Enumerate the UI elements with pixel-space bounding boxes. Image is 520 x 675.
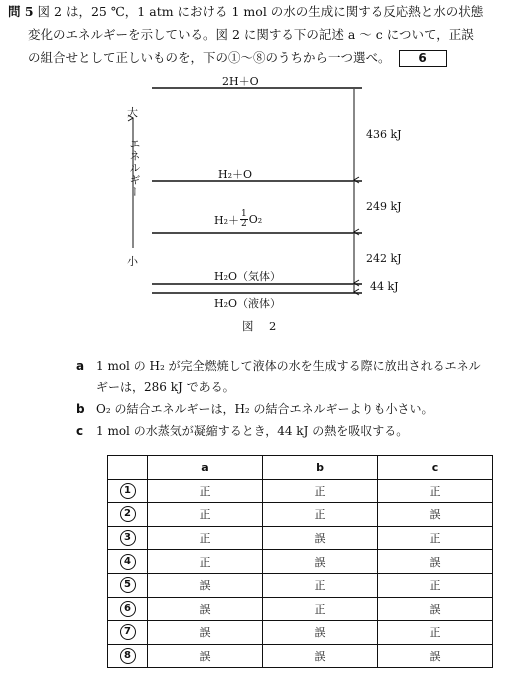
choice-number-1: 1 bbox=[120, 483, 136, 499]
level-label-h2-half-o2-tail: O₂ bbox=[248, 213, 263, 226]
table-cell: 正 bbox=[148, 479, 263, 503]
table-header-row bbox=[108, 456, 493, 480]
table-cell: 誤 bbox=[378, 503, 493, 527]
table-header-blank bbox=[108, 456, 148, 480]
table-cell: 誤 bbox=[378, 644, 493, 668]
choice-number-2: 2 bbox=[120, 506, 136, 522]
choice-number-4: 4 bbox=[120, 554, 136, 570]
table-cell: 誤 bbox=[378, 550, 493, 574]
gap-label-436: 436 kJ bbox=[366, 128, 402, 141]
table-cell: 誤 bbox=[148, 621, 263, 645]
table-cell: 正 bbox=[263, 573, 378, 597]
table-row bbox=[108, 573, 493, 597]
statement-b-label: b bbox=[76, 402, 85, 416]
statement-a bbox=[76, 358, 481, 374]
table-cell: 誤 bbox=[263, 550, 378, 574]
level-label-h2-half-o2 bbox=[214, 210, 262, 229]
table-cell: 誤 bbox=[263, 644, 378, 668]
axis-bottom-label: 小 bbox=[127, 255, 138, 268]
table-row bbox=[108, 550, 493, 574]
question-number: 問 5 bbox=[8, 4, 34, 19]
table-cell: 正 bbox=[378, 526, 493, 550]
fraction-denominator: 2 bbox=[241, 219, 247, 229]
table-cell: 誤 bbox=[378, 597, 493, 621]
axis-top-label: 大 bbox=[127, 106, 138, 119]
table-header-a: a bbox=[148, 456, 263, 480]
question-text-3: の組合せとして正しいものを，下の①～⑧のうちから一つ選べ。 bbox=[28, 50, 391, 65]
table-row bbox=[108, 503, 493, 527]
gap-label-249: 249 kJ bbox=[366, 200, 402, 213]
table-cell: 正 bbox=[263, 597, 378, 621]
statement-c-text: 1 mol の水蒸気が凝縮するとき，44 kJ の熱を吸収する。 bbox=[96, 424, 409, 438]
table-cell: 誤 bbox=[148, 644, 263, 668]
statement-c-label: c bbox=[76, 424, 84, 438]
question-text-1: 図 2 は，25 ℃，1 atm における 1 mol の水の生成に関する反応熱と水の状態 bbox=[37, 4, 484, 19]
table-cell: 正 bbox=[378, 621, 493, 645]
statement-b-text: O₂ の結合エネルギーは，H₂ の結合エネルギーよりも小さい。 bbox=[96, 402, 434, 416]
table-cell: 正 bbox=[148, 503, 263, 527]
question-text-2: 変化のエネルギーを示している。図 2 に関する下の記述 a ～ c について，正誤 bbox=[28, 27, 474, 42]
table-cell: 誤 bbox=[148, 573, 263, 597]
statement-a-text-1: 1 mol の H₂ が完全燃焼して液体の水を生成する際に放出されるエネル bbox=[96, 359, 481, 373]
table-cell: 誤 bbox=[263, 526, 378, 550]
gap-label-242: 242 kJ bbox=[366, 252, 402, 265]
choice-number-7: 7 bbox=[120, 624, 136, 640]
table-cell: 正 bbox=[148, 550, 263, 574]
statement-a-label: a bbox=[76, 359, 85, 373]
table-row bbox=[108, 526, 493, 550]
table-cell: 誤 bbox=[148, 597, 263, 621]
choice-number-3: 3 bbox=[120, 530, 136, 546]
table-cell: 正 bbox=[148, 526, 263, 550]
table-cell: 正 bbox=[378, 573, 493, 597]
choices-table bbox=[107, 455, 493, 668]
table-cell: 正 bbox=[378, 479, 493, 503]
fraction-numerator: 1 bbox=[241, 209, 247, 219]
figure-caption: 図 2 bbox=[242, 319, 279, 333]
table-row bbox=[108, 644, 493, 668]
choice-number-8: 8 bbox=[120, 648, 136, 664]
level-label-2h-o: 2H＋O bbox=[222, 75, 259, 88]
level-label-h2-half-o2-main: H₂＋ bbox=[214, 213, 240, 227]
table-row bbox=[108, 621, 493, 645]
table-row bbox=[108, 479, 493, 503]
level-label-h2o-gas: H₂O（気体） bbox=[214, 270, 282, 283]
table-header-c: c bbox=[378, 456, 493, 480]
table-cell: 正 bbox=[263, 503, 378, 527]
answer-box: 6 bbox=[399, 50, 447, 67]
axis-label: エネルギー bbox=[128, 138, 141, 198]
level-label-h2o-liquid: H₂O（液体） bbox=[214, 297, 282, 310]
statement-a-cont bbox=[96, 379, 235, 395]
table-cell: 正 bbox=[263, 479, 378, 503]
table-row bbox=[108, 597, 493, 621]
choice-number-6: 6 bbox=[120, 601, 136, 617]
statement-c bbox=[76, 423, 408, 439]
table-cell: 誤 bbox=[263, 621, 378, 645]
gap-label-44: 44 kJ bbox=[370, 280, 399, 293]
level-label-h2-o: H₂＋O bbox=[218, 168, 253, 181]
fraction-half bbox=[240, 210, 248, 229]
statement-a-text-2: ギーは，286 kJ である。 bbox=[96, 380, 235, 394]
table-header-b: b bbox=[263, 456, 378, 480]
choice-number-5: 5 bbox=[120, 577, 136, 593]
statement-b bbox=[76, 401, 434, 417]
